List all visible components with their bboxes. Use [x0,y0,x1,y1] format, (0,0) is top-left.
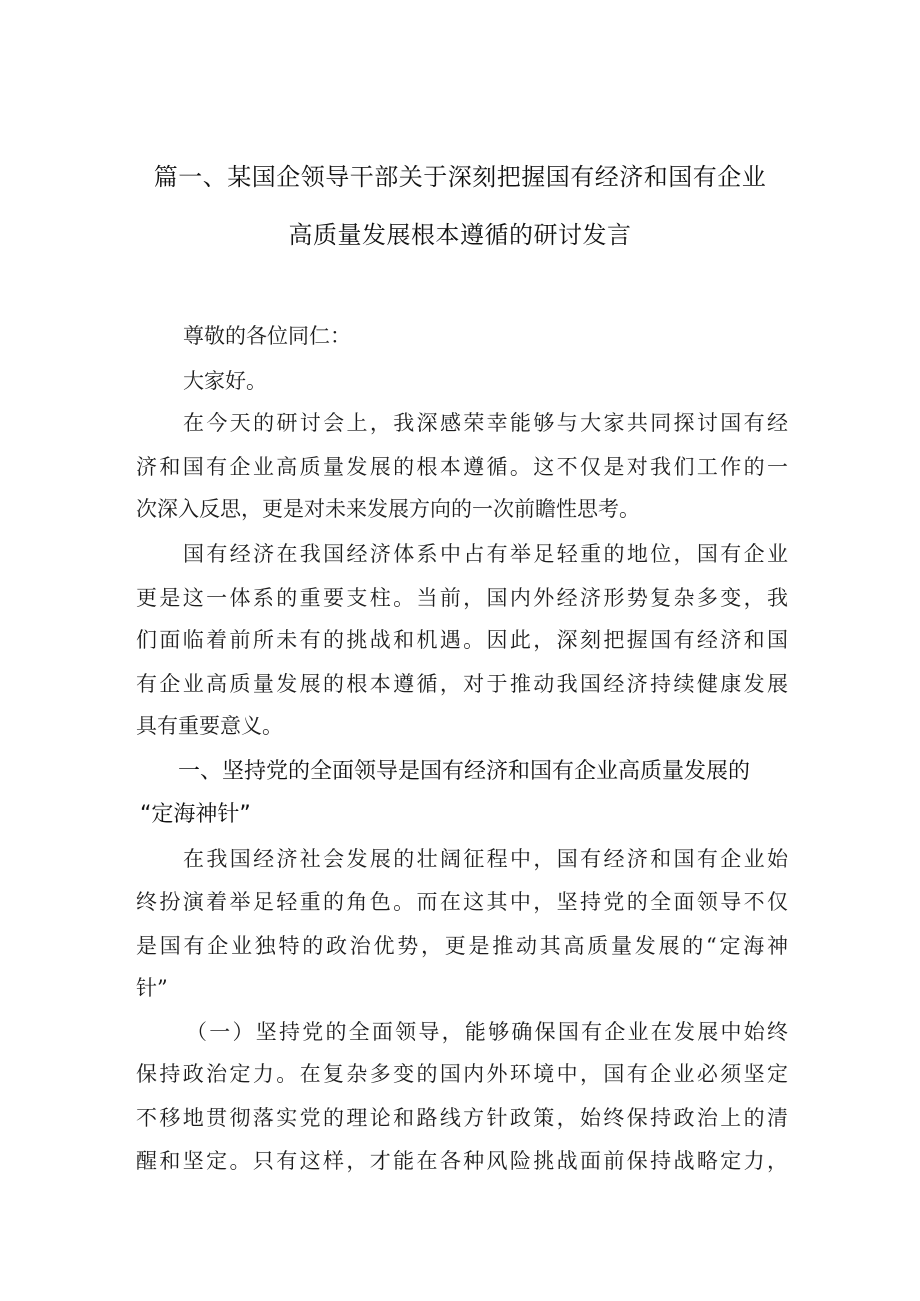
paragraph-3-line: 是国有企业独特的政治优势，更是推动其高质量发展的“定海神 [136,934,788,958]
paragraph-1-line: 在今天的研讨会上，我深感荣幸能够与大家共同探讨国有经 [183,411,788,435]
hello-line: 大家好。 [183,369,267,393]
paragraph-4-line: 醒和坚定。只有这样，才能在各种风险挑战面前保持战略定力， [136,1149,788,1173]
paragraph-1-line: 次深入反思，更是对未来发展方向的一次前瞻性思考。 [136,497,640,521]
paragraph-2-line: 具有重要意义。 [136,714,283,738]
greeting: 尊敬的各位同仁： [183,324,351,348]
section-heading-line: “定海神针” [140,802,251,827]
paragraph-4-line: 不移地贯彻落实党的理论和路线方针政策，始终保持政治上的清 [136,1106,788,1130]
paragraph-2-line: 们面临着前所未有的挑战和机遇。因此，深刻把握国有经济和国 [136,628,788,652]
paragraph-4-line: 保持政治定力。在复杂多变的国内外环境中，国有企业必须坚定 [136,1062,788,1086]
paragraph-2-line: 有企业高质量发展的根本遵循，对于推动我国经济持续健康发展 [136,672,788,696]
document-title-line-1: 篇一、某国企领导干部关于深刻把握国有经济和国有企业 [153,163,767,191]
document-title-line-2: 高质量发展根本遵循的研讨发言 [288,221,632,249]
paragraph-2-line: 更是这一体系的重要支柱。当前，国内外经济形势复杂多变，我 [136,586,788,610]
paragraph-1-line: 济和国有企业高质量发展的根本遵循。这不仅是对我们工作的一 [136,455,788,479]
paragraph-3-line: 针” [136,976,168,1000]
paragraph-2-line: 国有经济在我国经济体系中占有举足轻重的地位，国有企业 [183,542,788,566]
section-heading-line: 一、坚持党的全面领导是国有经济和国有企业高质量发展的 [178,759,751,784]
paragraph-3-line: 终扮演着举足轻重的角色。而在这其中，坚持党的全面领导不仅 [136,890,788,914]
paragraph-4-line: （一）坚持党的全面领导，能够确保国有企业在发展中始终 [186,1020,788,1044]
paragraph-3-line: 在我国经济社会发展的壮阔征程中，国有经济和国有企业始 [183,847,788,871]
